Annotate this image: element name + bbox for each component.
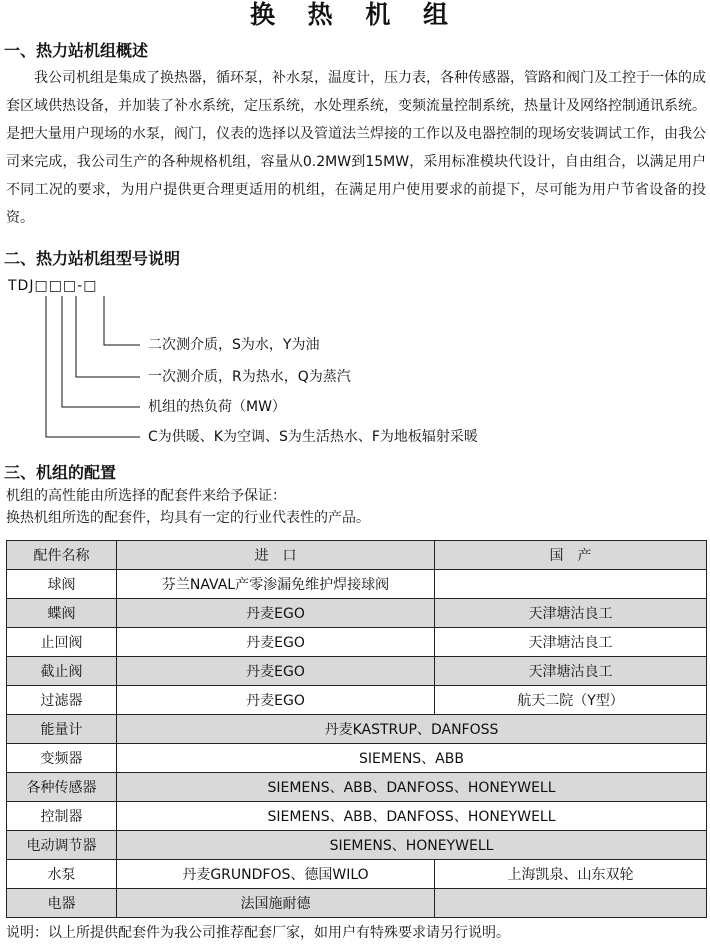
part-name-cell: 控制器 [7,802,117,831]
header-import: 进 口 [117,541,435,570]
header-part-name: 配件名称 [7,541,117,570]
table-row [7,599,707,628]
part-name-cell: 蝶阀 [7,599,117,628]
model-code-diagram [0,0,710,460]
config-note-1: 机组的高性能由所选择的配套件来给予保证： [6,488,286,504]
part-name-cell: 止回阀 [7,628,117,657]
table-row [7,889,707,918]
connector-line-3 [76,296,140,377]
domestic-cell [435,889,707,918]
config-note-2: 换热机组所选的配套件，均具有一定的行业代表性的产品。 [6,510,370,526]
table-row [7,570,707,599]
parts-table [6,540,707,918]
domestic-cell: 天津塘沽良工 [435,599,707,628]
section2-heading: 二、热力站机组型号说明 [4,249,181,268]
table-row [7,802,707,831]
part-name-cell: 球阀 [7,570,117,599]
page-title: 换 热 机 组 [249,0,461,29]
table-row [7,744,707,773]
part-name-cell: 过滤器 [7,686,117,715]
part-name-cell: 各种传感器 [7,773,117,802]
supplier-cell: SIEMENS、HONEYWELL [117,831,707,860]
supplier-cell: SIEMENS、ABB、DANFOSS、HONEYWELL [117,773,707,802]
import-cell: 法国施耐德 [117,889,435,918]
model-item-primary-medium: 一次测介质，R为热水，Q为蒸汽 [148,369,351,385]
model-code: TDJ□□□-□ [8,278,98,294]
section1-heading: 一、热力站机组概述 [4,41,149,60]
part-name-cell: 水泵 [7,860,117,889]
part-name-cell: 变频器 [7,744,117,773]
model-item-secondary-medium: 二次测介质，S为水，Y为油 [148,337,320,353]
part-name-cell: 电器 [7,889,117,918]
model-item-application: C为供暖、K为空调、S为生活热水、F为地板辐射采暖 [148,429,478,445]
table-row [7,657,707,686]
domestic-cell [435,570,707,599]
section3-heading: 三、机组的配置 [4,463,117,482]
table-row [7,686,707,715]
footer-note: 说明：以上所提供配套件为我公司推荐配套厂家，如用户有特殊要求请另行说明。 [6,925,510,941]
import-cell: 芬兰NAVAL产零渗漏免维护焊接球阀 [117,570,435,599]
supplier-cell: SIEMENS、ABB、DANFOSS、HONEYWELL [117,802,707,831]
import-cell: 丹麦GRUNDFOS、德国WILO [117,860,435,889]
supplier-cell: 丹麦KASTRUP、DANFOSS [117,715,707,744]
overview-paragraph: 我公司机组是集成了换热器，循环泵，补水泵，温度计，压力表，各种传感器，管路和阀门及工控于一体的成套区域供热设备，并加装了补水系统，定压系统，水处理系统，变频流量控制系统，热量计及网络控制通讯系统。是把大量用户现场的水泵，阀门，仪表的选择以及管道法兰焊接的工作以及电器控制的现场安装调试工作，由我公司来完成，我公司生产的各种规格机组，容量从0.2MW到15MW，采用标准模块代设计，自由组合，以满足用户不同工况的要求，为用户提供更合理更适用的机组，在满足用户使用要求的前提下，尽可能为用户节省设备的投资。 [6,70,706,226]
header-domestic: 国 产 [435,541,707,570]
model-item-heat-load: 机组的热负荷（MW） [148,399,286,415]
supplier-cell: SIEMENS、ABB [117,744,707,773]
table-row [7,831,707,860]
table-row [7,773,707,802]
table-row [7,860,707,889]
part-name-cell: 能量计 [7,715,117,744]
domestic-cell: 天津塘沽良工 [435,628,707,657]
connector-line-2 [62,296,140,407]
domestic-cell: 上海凯泉、山东双轮 [435,860,707,889]
table-header-row [7,541,707,570]
table-row [7,628,707,657]
table-row [7,715,707,744]
import-cell: 丹麦EGO [117,628,435,657]
connector-line-4 [104,296,140,345]
connector-line-1 [46,296,140,437]
part-name-cell: 电动调节器 [7,831,117,860]
import-cell: 丹麦EGO [117,657,435,686]
import-cell: 丹麦EGO [117,686,435,715]
part-name-cell: 截止阀 [7,657,117,686]
domestic-cell: 航天二院（Y型） [435,686,707,715]
import-cell: 丹麦EGO [117,599,435,628]
domestic-cell: 天津塘沽良工 [435,657,707,686]
